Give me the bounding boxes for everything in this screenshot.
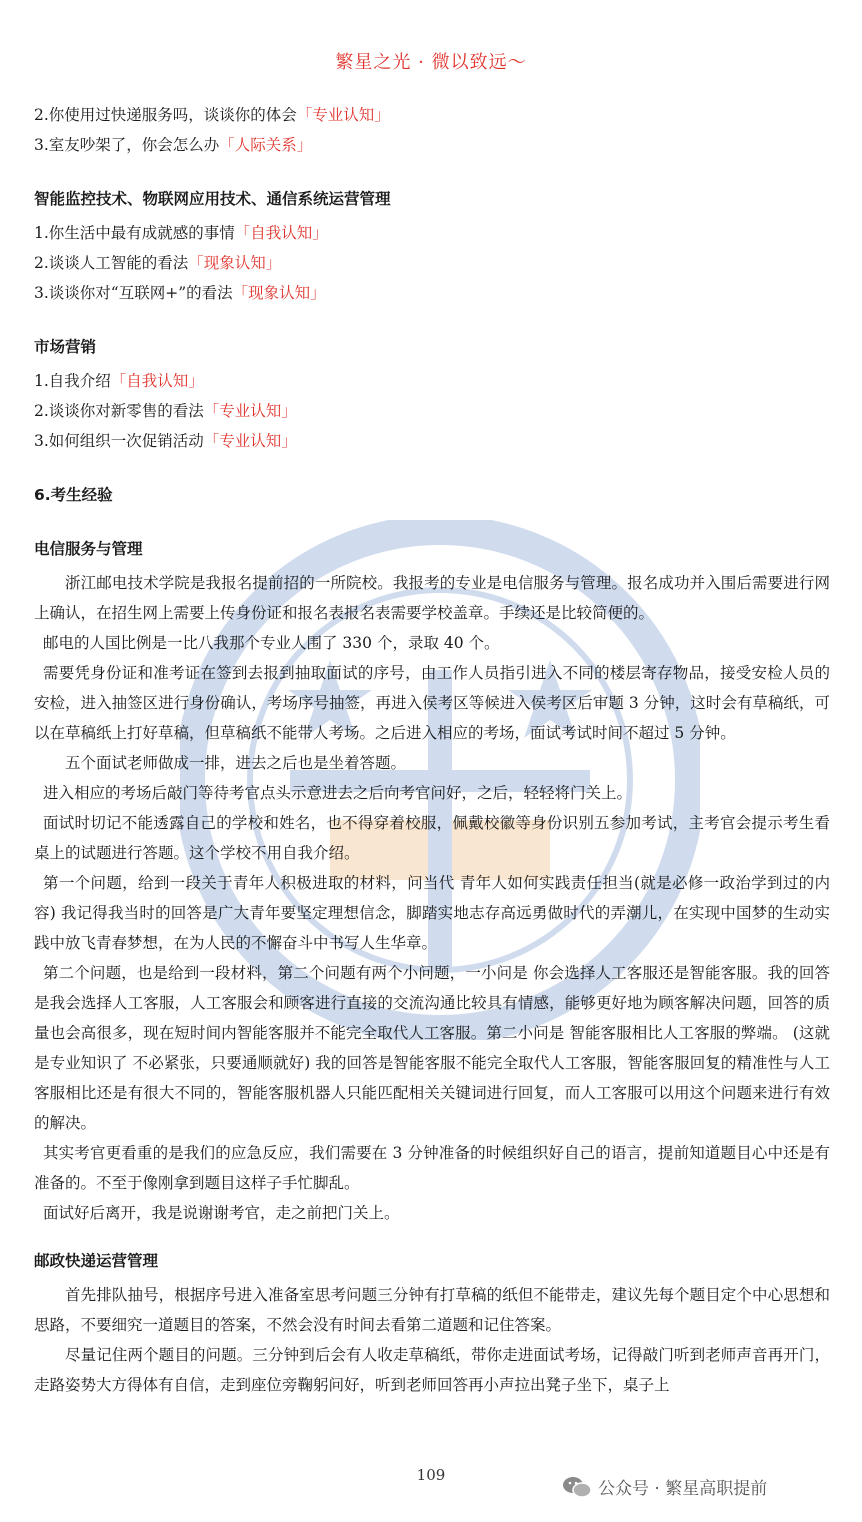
document-body bbox=[34, 100, 830, 1400]
paragraph: 进入相应的考场后敲门等待考官点头示意进去之后向考官问好，之后，轻轻将门关上。 bbox=[43, 784, 633, 802]
category-tag: 「专业认知」 bbox=[203, 432, 297, 450]
paragraph: 浙江邮电技术学院是我报名提前招的一所院校。我报考的专业是电信服务与管理。报名成功并入围后需要进行网上确认，在招生网上需要上传身份证和报名表报名表需要学校盖章。手续还是比较简便的。 bbox=[34, 574, 830, 622]
page-header: 繁星之光 · 微以致远～ bbox=[335, 52, 527, 73]
paragraph: 首先排队抽号，根据序号进入准备室思考问题三分钟有打草稿的纸但不能带走，建议先每个题目定个中心思想和思路，不要细究一道题目的答案，不然会没有时间去看第二道题和记住答案。 bbox=[34, 1286, 830, 1334]
list-item: 2.谈谈人工智能的看法「现象认知」 bbox=[34, 254, 282, 272]
section-heading: 智能监控技术、物联网应用技术、通信系统运营管理 bbox=[34, 190, 391, 208]
section-heading: 6.考生经验 bbox=[34, 486, 113, 504]
section-heading: 电信服务与管理 bbox=[34, 540, 143, 558]
paragraph: 其实考官更看重的是我们的应急反应，我们需要在 3 分钟准备的时候组织好自己的语言，提前知道题目心中还是有准备的。不至于像刚拿到题目这样子手忙脚乱。 bbox=[34, 1144, 830, 1192]
paragraph: 面试好后离开，我是说谢谢考官，走之前把门关上。 bbox=[43, 1204, 400, 1222]
list-item: 2.谈谈你对新零售的看法「专业认知」 bbox=[34, 402, 297, 420]
brand-text: 公众号 · 繁星高职提前 bbox=[598, 1479, 768, 1499]
list-item: 3.如何组织一次促销活动「专业认知」 bbox=[34, 432, 297, 450]
section-heading: 邮政快递运营管理 bbox=[34, 1252, 159, 1270]
wechat-account-brand bbox=[562, 1474, 767, 1499]
paragraph: 邮电的人国比例是一比八我那个专业人围了 330 个，录取 40 个。 bbox=[43, 634, 500, 652]
category-tag: 「自我认知」 bbox=[110, 372, 204, 390]
category-tag: 「现象认知」 bbox=[188, 254, 282, 272]
paragraph: 第二个问题，也是给到一段材料，第二个问题有两个小问题，一小问是 你会选择人工客服还是智能客服。我的回答是我会选择人工客服，人工客服会和顾客进行直接的交流沟通比较具有情感，能够更好地为顾客解决问题，回答的质量也会高很多，现在短时间内智能客服并不能完全取代人工客服。第二小问是 智能客服相比人工客服的弊端。 (这就是专业知识了 不必紧张，只要通顺就好) 我的回答是智能客服不能完全取代人工客服，智能客服回复的精准性与人工客服相比还是有很大不同的，智能客服机器人只能匹配相关关键词进行回复，而人工客服可以用这个问题来进行有效的解决。 bbox=[34, 964, 830, 1132]
list-item: 1.自我介绍「自我认知」 bbox=[34, 372, 204, 390]
paragraph: 尽量记住两个题目的问题。三分钟到后会有人收走草稿纸，带你走进面试考场，记得敲门听到老师声音再开门，走路姿势大方得体有自信，走到座位旁鞠躬问好，听到老师回答再小声拉出凳子坐下，桌子上 bbox=[34, 1346, 830, 1394]
section-heading: 市场营销 bbox=[34, 338, 97, 356]
category-tag: 「专业认知」 bbox=[296, 106, 390, 124]
page-number: 109 bbox=[416, 1466, 446, 1484]
wechat-icon bbox=[562, 1475, 592, 1499]
list-item: 1.你生活中最有成就感的事情「自我认知」 bbox=[34, 224, 328, 242]
list-item: 2.你使用过快递服务吗，谈谈你的体会「专业认知」 bbox=[34, 106, 390, 124]
category-tag: 「现象认知」 bbox=[232, 284, 326, 302]
paragraph: 面试时切记不能透露自己的学校和姓名，也不得穿着校服，佩戴校徽等身份识别五参加考试，主考官会提示考生看桌上的试题进行答题。这个学校不用自我介绍。 bbox=[34, 814, 830, 862]
list-item: 3.谈谈你对“互联网+”的看法「现象认知」 bbox=[34, 284, 326, 302]
paragraph: 第一个问题，给到一段关于青年人积极进取的材料，问当代 青年人如何实践责任担当(就是必修一政治学到过的内容) 我记得我当时的回答是广大青年要坚定理想信念，脚踏实地志存高远勇做时代的弄潮儿，在实现中国梦的生动实践中放飞青春梦想，在为人民的不懈奋斗中书写人生华章。 bbox=[34, 874, 830, 952]
category-tag: 「专业认知」 bbox=[203, 402, 297, 420]
paragraph: 五个面试老师做成一排，进去之后也是坐着答题。 bbox=[65, 754, 407, 772]
paragraph: 需要凭身份证和准考证在签到去报到抽取面试的序号，由工作人员指引进入不同的楼层寄存物品，接受安检人员的安检，进入抽签区进行身份确认，考场序号抽签，再进入侯考区等候进入侯考区后审题 3 分钟，这时会有草稿纸，可以在草稿纸上打好草稿，但草稿纸不能带人考场。之后进入相应的考场，面试考试时间不超过 5 分钟。 bbox=[34, 664, 830, 742]
category-tag: 「自我认知」 bbox=[234, 224, 328, 242]
list-item: 3.室友吵架了，你会怎么办「人际关系」 bbox=[34, 136, 313, 154]
category-tag: 「人际关系」 bbox=[219, 136, 313, 154]
